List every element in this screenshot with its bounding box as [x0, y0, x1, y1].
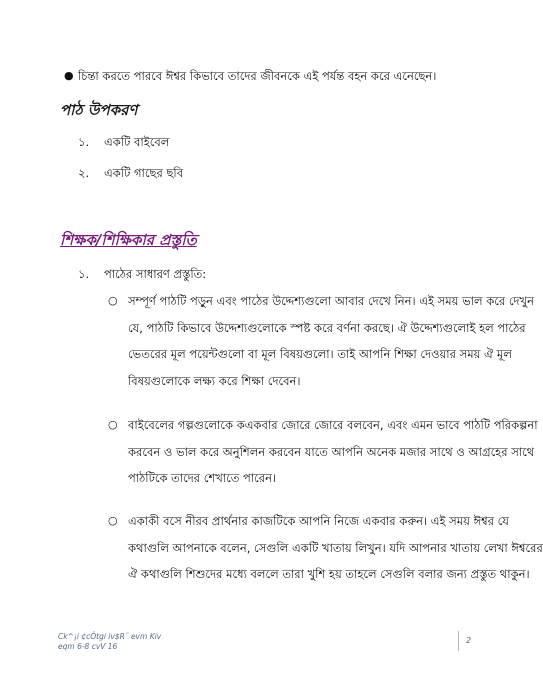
paragraph-line: ঐ কথাগুলি শিশুদের মধ্যে বললে তারা খুশি হয় তাহলে সেগুলি বলার জন্য প্রস্তুত থাকুন। — [128, 567, 530, 581]
preparation-heading: শিক্ষক/শিক্ষিকার প্রস্তুতি — [60, 231, 197, 249]
paragraph-line: একাকী বসে নীরব প্রার্থনার কাজটিকে আপনি নিজে একবার করুন। এই সময় ঈশ্বর যে — [128, 514, 509, 528]
item-text: পাঠের সাধারণ প্রস্তুতি: — [104, 267, 207, 281]
materials-heading: পাঠ উপকরণ — [60, 101, 138, 119]
paragraph-line: পাঠটিকে তাদের শেখাতে পারেন। — [128, 471, 277, 485]
item-number: ১. — [78, 135, 90, 149]
paragraph-line: সম্পূর্ণ পাঠটি পড়ুন এবং পাঠের উদ্দেশ্যগুলো আবার দেখে নিন। এই সময় ভাল করে দেখুন — [128, 294, 534, 308]
item-number: ১. — [78, 267, 90, 281]
paragraph-line: বাইবেলের গল্পগুলোকে কএকবার জোরে জোরে বলবেন, এবং এমন ভাবে পাঠটি পরিকল্পনা — [128, 418, 538, 432]
item-text: একটি বাইবেল — [104, 135, 170, 149]
item-number: ২. — [78, 166, 90, 180]
sub-bullet-paragraph — [128, 288, 534, 394]
paragraph-line: করবেন ও ভাল করে অনুশিলন করবেন যাতে আপনি অনেক মজার সাথে ও আগ্রহের সাথে — [128, 444, 535, 459]
footer-line: Ck^¡i ¢cÖtgi iv$R¨ evm Kiv — [58, 632, 162, 641]
footer-title — [58, 632, 161, 652]
sub-bullet-paragraph — [128, 412, 538, 492]
bullet-marker: ● — [64, 69, 74, 82]
materials-item — [78, 165, 183, 184]
paragraph-line: কথাগুলি আপনাকে বলেন, সেগুলি একটি খাতায় লিখুন। যদি আপনার খাতায় লেখা ঈশ্বরের — [128, 540, 543, 555]
materials-item — [78, 134, 169, 153]
page-number: 2 — [466, 636, 472, 645]
circle-bullet-icon: ○ — [108, 418, 118, 431]
paragraph-line: বিষয়গুলোকে লক্ষ্য করে শিক্ষা দেবেন। — [128, 373, 301, 388]
circle-bullet-icon: ○ — [108, 294, 118, 307]
item-text: একটি গাছের ছবি — [104, 166, 184, 180]
preparation-item — [78, 266, 206, 285]
footer-line: eqm 6-8 cvV 16 — [58, 642, 118, 651]
footer-divider — [458, 631, 459, 651]
paragraph-line: যে, পাঠটি কিভাবে উদ্দেশ্যগুলোকে স্পষ্ট করে বর্ণনা করছে। ঐ উদ্দেশ্যগুলোই হল পাঠের — [128, 320, 526, 335]
sub-bullet-paragraph — [128, 508, 543, 588]
paragraph-line: ভেতরের মূল পয়েন্টগুলো বা মূল বিষয়গুলো। তাই আপনি শিক্ষা দেওয়ার সময় ঐ মূল — [128, 347, 512, 361]
bullet-text: চিন্তা করতে পারবে ঈশ্বর কিভাবে তাদের জীবনকে এই পর্যন্ত বহন করে এনেছেন। — [78, 69, 437, 83]
circle-bullet-icon: ○ — [108, 514, 118, 527]
